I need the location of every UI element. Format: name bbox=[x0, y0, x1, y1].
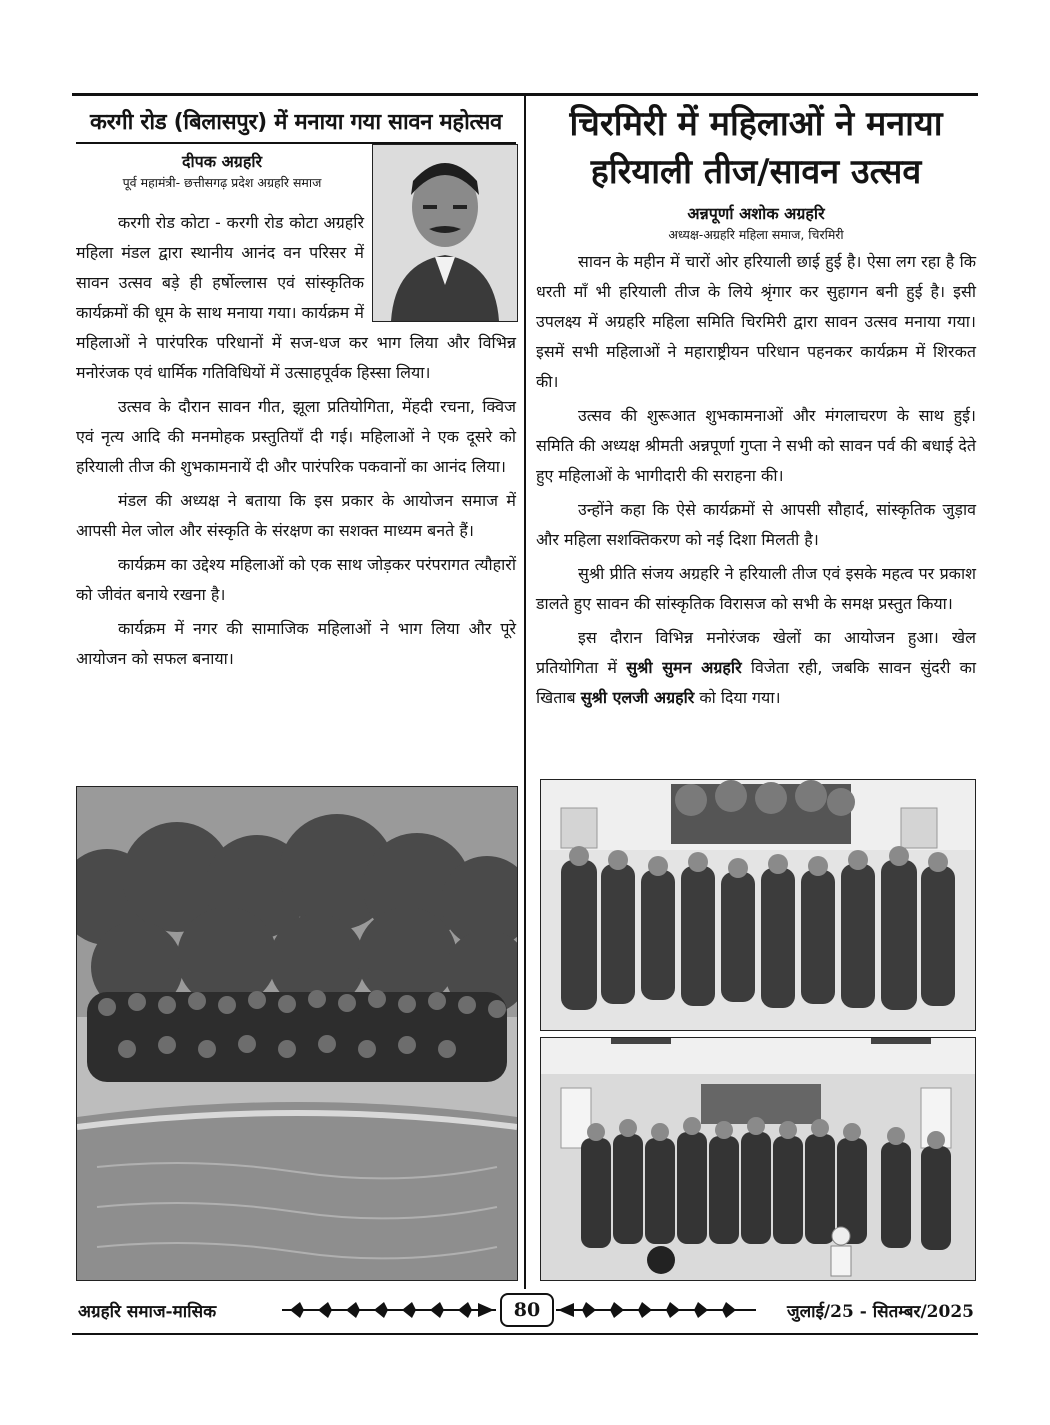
group-photo-poolside bbox=[76, 786, 518, 1281]
page-number: 80 bbox=[500, 1293, 554, 1327]
right-article-title bbox=[536, 100, 976, 196]
right-title-line2: हरियाली तीज/सावन उत्सव bbox=[590, 152, 922, 192]
left-vine-ornament-icon bbox=[282, 1299, 496, 1321]
winner-name: सुश्री सुमन अग्रहरि bbox=[626, 658, 742, 677]
right-paragraph: सावन के महीन में चारों ओर हरियाली छाई हुई है। ऐसा लग रहा है कि धरती माँ भी हरियाली तीज के लिये श्रृंगार कर सुहागन बनी हुई है। इसी उपलक्ष्य में अग्रहरि महिला समिति चिरमिरी द्वारा सावन उत्सव मनाया गया। इसमें सभी महिलाओं ने महाराष्ट्रीयन परिधान पहनकर कार्यक्रम में शिरकत की। bbox=[536, 252, 976, 391]
issue-date: जुलाई/25 - सितम्बर/2025 bbox=[787, 1302, 974, 1322]
left-author-role: पूर्व महामंत्री- छत्तीसगढ़ प्रदेश अग्रहरि समाज bbox=[122, 175, 322, 190]
right-author-name: अन्नपूर्णा अशोक अग्रहरि bbox=[687, 204, 825, 223]
right-author-block bbox=[536, 202, 976, 243]
right-article bbox=[536, 100, 976, 717]
right-article-body bbox=[536, 247, 976, 713]
right-vine-ornament-icon bbox=[556, 1299, 756, 1321]
bottom-rule bbox=[72, 1333, 978, 1335]
right-title-line1: चिरमिरी में महिलाओं ने मनाया bbox=[569, 104, 943, 144]
column-divider bbox=[524, 96, 526, 1289]
page-footer bbox=[72, 1291, 978, 1331]
left-paragraph: उत्सव के दौरान सावन गीत, झूला प्रतियोगिता, मेंहदी रचना, क्विज एवं नृत्य आदि की मनमोहक प्रस्तुतियाँ दी गई। महिलाओं ने एक दूसरे को हरियाली तीज की शुभकामनायें दी और पारंपरिक पकवानों का आनंद लिया। bbox=[76, 397, 516, 476]
left-article-title: करगी रोड (बिलासपुर) में मनाया गया सावन महोत्सव bbox=[90, 110, 502, 135]
group-photo-hall-1 bbox=[540, 779, 976, 1031]
right-paragraph: सुश्री प्रीति संजय अग्रहरि ने हरियाली तीज एवं इसके महत्व पर प्रकाश डालते हुए सावन की सांस्कृतिक विरासज को सभी के समक्ष प्रस्तुत किया। bbox=[536, 564, 976, 613]
left-article-body bbox=[76, 208, 516, 678]
left-paragraph: करगी रोड कोटा - करगी रोड कोटा अग्रहरि महिला मंडल द्वारा स्थानीय आनंद वन परिसर में सावन उत्सव बड़े ही हर्षोल्लास एवं सांस्कृतिक कार्यक्रमों की धूम के साथ मनाया गया। कार्यक्रम में महिलाओं ने पारंपरिक परिधानों में सज-धज कर भाग लिया और विभिन्न मनोरंजक एवं धार्मिक गतिविधियों में उत्साहपूर्वक हिस्सा लिया। bbox=[76, 213, 516, 382]
sawan-sundari-name: सुश्री एलजी अग्रहरि bbox=[580, 688, 695, 707]
right-paragraph-winners: इस दौरान विभिन्न मनोरंजक खेलों का आयोजन हुआ। खेल प्रतियोगिता में सुश्री सुमन अग्रहरि विजेता रही, जबकि सावन सुंदरी का खिताब सुश्री एलजी अग्रहरि को दिया गया। bbox=[536, 628, 977, 707]
left-paragraph: कार्यक्रम में नगर की सामाजिक महिलाओं ने भाग लिया और पूरे आयोजन को सफल बनाया। bbox=[76, 619, 516, 668]
right-paragraph: उत्सव की शुरूआत शुभकामनाओं और मंगलाचरण के साथ हुई। समिति की अध्यक्ष श्रीमती अन्नपूर्णा गुप्ता ने सभी को सावन पर्व की बधाई देते हुए महिलाओं के भागीदारी की सराहना की। bbox=[536, 406, 976, 485]
left-paragraph: मंडल की अध्यक्ष ने बताया कि इस प्रकार के आयोजन समाज में आपसी मेल जोल और संस्कृति के संरक्षण का सशक्त माध्यम बनते हैं। bbox=[76, 491, 516, 540]
right-paragraph: उन्होंने कहा कि ऐसे कार्यक्रमों से आपसी सौहार्द, सांस्कृतिक जुड़ाव और महिला सशक्तिकरण को नई दिशा मिलती है। bbox=[536, 500, 976, 549]
magazine-name: अग्रहरि समाज-मासिक bbox=[78, 1302, 217, 1322]
left-author-block bbox=[76, 150, 368, 191]
group-photo-hall-2 bbox=[540, 1037, 976, 1281]
left-article bbox=[76, 100, 516, 668]
left-author-name: दीपक अग्रहरि bbox=[181, 152, 263, 171]
left-paragraph: कार्यक्रम का उद्देश्य महिलाओं को एक साथ जोड़कर परंपरागत त्यौहारों को जीवंत बनाये रखना है। bbox=[76, 555, 516, 604]
right-author-role: अध्यक्ष-अग्रहरि महिला समाज, चिरमिरी bbox=[668, 227, 844, 242]
